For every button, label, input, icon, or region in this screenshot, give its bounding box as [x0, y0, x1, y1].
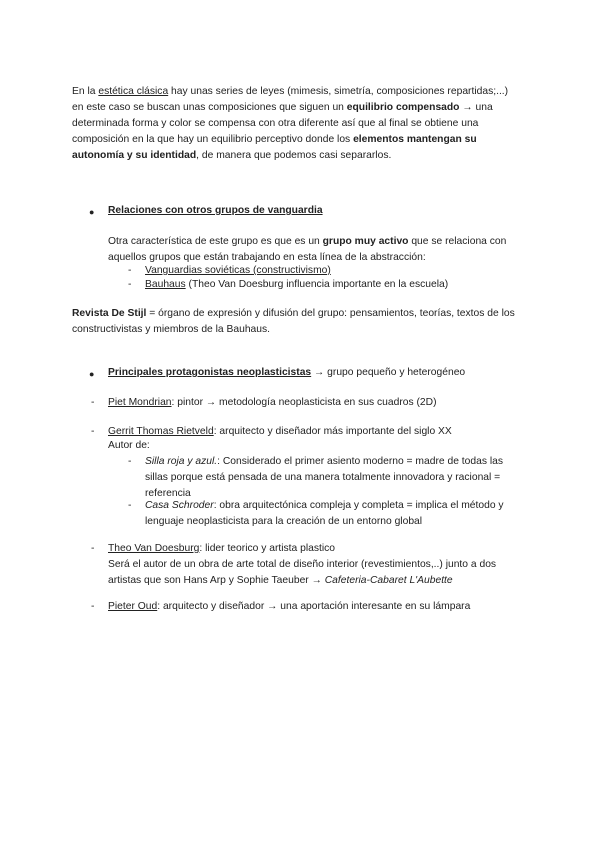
- piet-mondrian-link[interactable]: Piet Mondrian: [108, 397, 172, 408]
- equilibrio-compensado-bold: equilibrio compensado: [346, 102, 460, 113]
- intro-text-5: → una determinada forma y color se compensa con otra diferente así que al final se obtiene una composición en la que hay un equilibrio perceptivo donde los: [72, 102, 493, 145]
- gerrit-rietveld-link[interactable]: Gerrit Thomas Rietveld: [108, 426, 214, 437]
- revista-de-stijl-bold: Revista De Stijl: [72, 308, 147, 319]
- revista-text: = órgano de expresión y difusión del grupo: pensamientos, teorías, textos de los constructivistas y miembros de la Bauhaus.: [72, 308, 515, 335]
- vanguardias-sovieticas-link[interactable]: Vanguardias soviéticas (constructivismo): [145, 265, 331, 276]
- autor-de-label: Autor de:: [108, 440, 150, 451]
- relaciones-heading-text: Relaciones con otros grupos de vanguardia: [108, 205, 323, 216]
- dash-rietveld: -: [91, 426, 95, 437]
- dash-1: -: [128, 265, 132, 276]
- oud-entry: [108, 599, 470, 615]
- protagonistas-heading-text: Principales protagonistas neoplasticistas: [108, 367, 312, 378]
- intro-text-1: En la: [72, 86, 99, 97]
- bullet-icon: ●: [89, 207, 95, 217]
- bullet-icon: ●: [89, 369, 95, 379]
- estetica-clasica-link[interactable]: estética clásica: [98, 86, 169, 97]
- relaciones-text-rest: que se relaciona con aquellos grupos que están trabajando en esta línea de la abstracción:: [108, 236, 507, 263]
- silla-text: : Considerado el primer asiento moderno = madre de todas las sillas porque está pensada de una manera totalmente innovadora y racional = referencia: [145, 456, 504, 499]
- casa-schroder-title: Casa Schroder: [145, 500, 214, 511]
- cafeteria-aubette-italic: Cafeteria-Cabaret L'Aubette: [324, 575, 453, 586]
- elementos-autonomia-bold: elementos mantengan su autonomía y su identidad: [72, 134, 477, 161]
- rietveld-entry: [108, 424, 452, 440]
- doesburg-text: : lider teorico y artista plastico: [199, 543, 336, 554]
- protagonistas-heading: [108, 365, 465, 381]
- relaciones-paragraph: [108, 234, 528, 266]
- bauhaus-link[interactable]: Bauhaus: [145, 279, 186, 290]
- list-item: [145, 277, 448, 293]
- casa-schroder-item: [145, 498, 527, 530]
- dash-mondrian: -: [91, 397, 95, 408]
- revista-paragraph: [72, 306, 527, 338]
- grupo-muy-activo-bold: grupo muy activo: [322, 236, 409, 247]
- protagonistas-heading-rest: → grupo pequeño y heterogéneo: [311, 367, 466, 378]
- silla-roja-azul-item: [145, 454, 527, 502]
- dash-doesburg: -: [91, 543, 95, 554]
- dash-2: -: [128, 279, 132, 290]
- doesburg-line2: Será el autor de un obra de arte total de diseño interior (revestimientos,..) junto a dos artistas que son Hans Arp y Sophie Taeuber →: [108, 559, 497, 586]
- relaciones-heading: [108, 203, 323, 219]
- pieter-oud-link[interactable]: Pieter Oud: [108, 601, 158, 612]
- relaciones-text-1: Otra característica de este grupo es que es un: [108, 236, 323, 247]
- mondrian-entry: [108, 395, 437, 411]
- theo-van-doesburg-link[interactable]: Theo Van Doesburg: [108, 543, 200, 554]
- list-item-rest: (Theo Van Doesburg influencia importante en la escuela): [185, 279, 449, 290]
- intro-text-7: , de manera que podemos casi separarlos.: [196, 150, 392, 161]
- rietveld-text: : arquitecto y diseñador más importante del siglo XX: [213, 426, 452, 437]
- dash-casa: -: [128, 500, 132, 511]
- oud-text: : arquitecto y diseñador → una aportación interesante en su lámpara: [157, 601, 471, 612]
- casa-text: : obra arquitectónica compleja y completa = implica el método y lenguaje neoplasticista para la creación de un entorno global: [145, 500, 504, 527]
- intro-text-3: hay unas series de leyes (mimesis, simetría, composiciones repartidas;...) en este caso se buscan unas composiciones que siguen un: [72, 86, 509, 113]
- doesburg-entry: [108, 541, 528, 589]
- intro-paragraph: [72, 84, 522, 164]
- silla-roja-azul-title: Silla roja y azul.: [145, 456, 218, 467]
- dash-oud: -: [91, 601, 95, 612]
- dash-silla: -: [128, 456, 132, 467]
- mondrian-text: : pintor → metodología neoplasticista en sus cuadros (2D): [171, 397, 437, 408]
